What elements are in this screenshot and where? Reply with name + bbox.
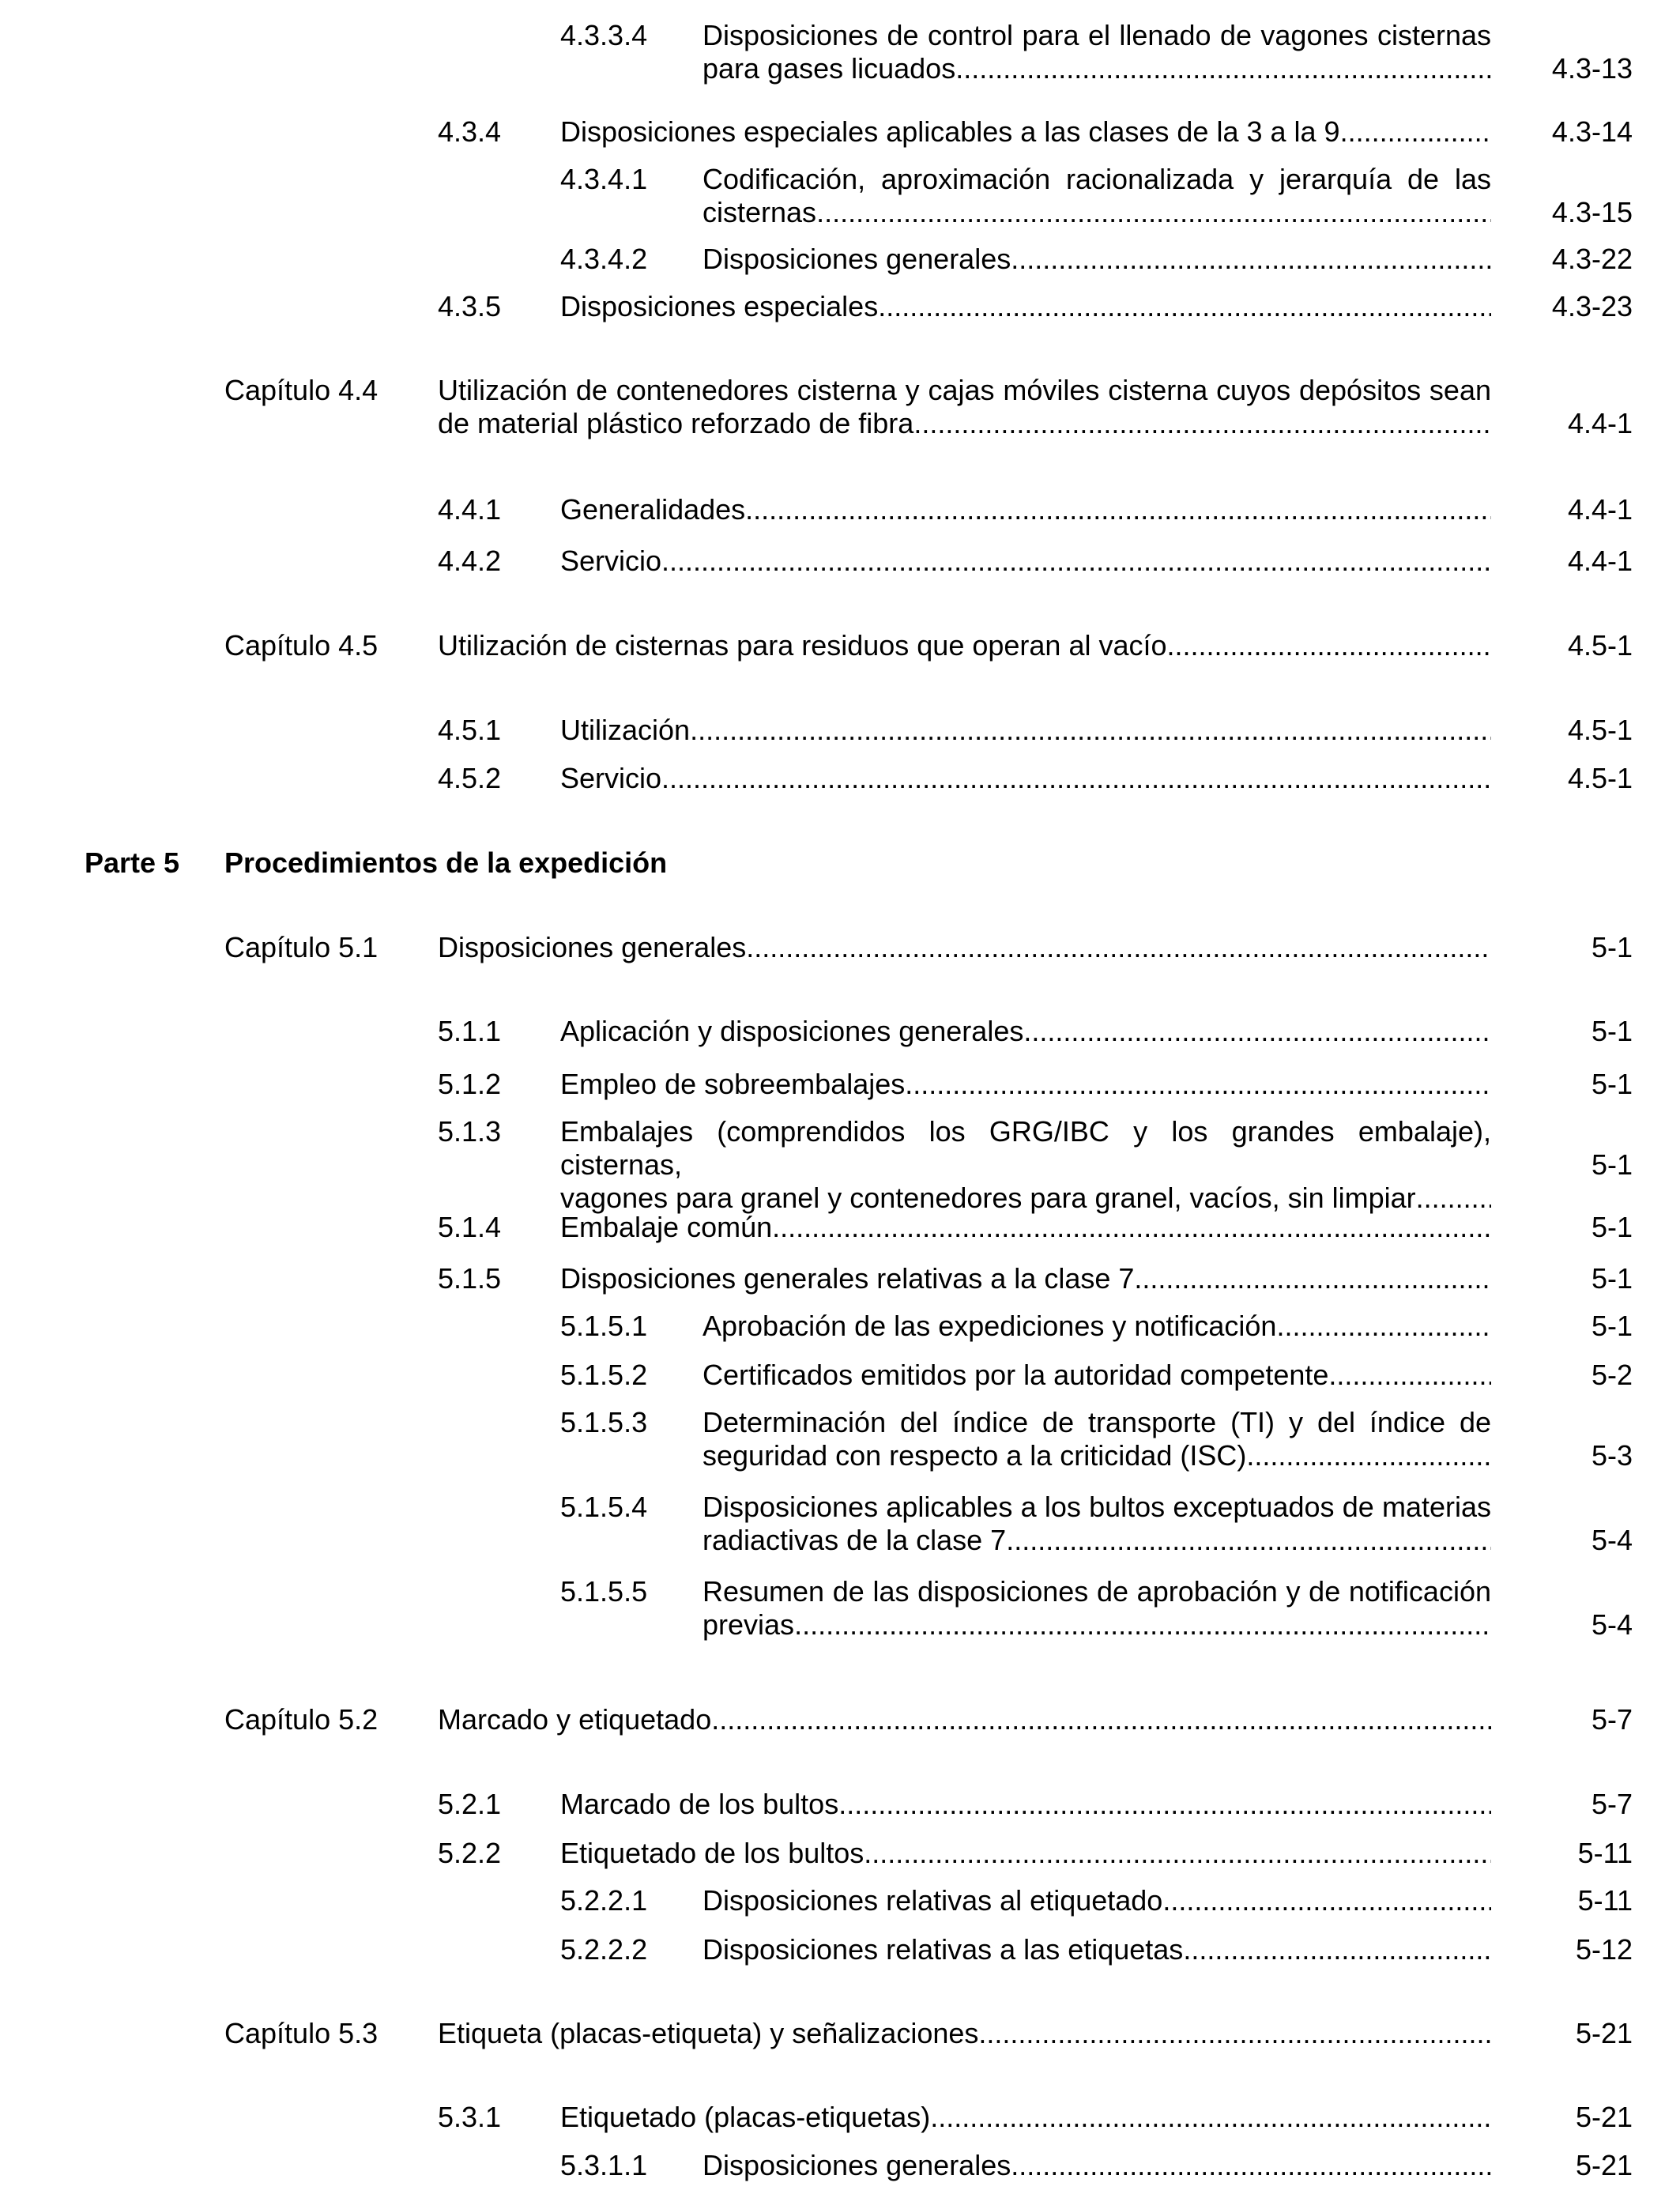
toc-number: 4.5.2 xyxy=(438,762,502,794)
toc-title xyxy=(560,714,1491,747)
toc-title xyxy=(438,931,1491,964)
dot-leader xyxy=(1162,1884,1491,1917)
toc-number: Capítulo 5.2 xyxy=(224,1703,379,1736)
toc-title xyxy=(560,1788,1491,1821)
toc-title-line: Disposiciones especiales aplicables a las clases de la 3 a la 9 xyxy=(560,115,1340,148)
toc-title xyxy=(703,1406,1491,1472)
dot-leader xyxy=(1340,115,1491,149)
toc-title-line: Utilización xyxy=(560,714,691,746)
toc-title-line: Etiquetado (placas-etiquetas) xyxy=(560,2101,931,2133)
toc-number: 4.3.5 xyxy=(438,290,502,322)
toc-page-number: 5-7 xyxy=(1591,1703,1633,1736)
toc-page-number: 4.5-1 xyxy=(1567,714,1633,746)
toc-title-line: Utilización de contenedores cisterna y cajas móviles cisterna cuyos depósitos sean xyxy=(438,374,1491,406)
toc-number: 5.1.5.2 xyxy=(560,1359,648,1391)
toc-title-line: previas xyxy=(703,1608,795,1641)
toc-page-number: 4.5-1 xyxy=(1567,629,1633,662)
dot-leader xyxy=(1011,2149,1491,2182)
toc-number: 5.1.5.4 xyxy=(560,1491,648,1523)
toc-title-line: seguridad con respecto a la criticidad (ISC) xyxy=(703,1439,1247,1472)
toc-page-number: 5-1 xyxy=(1591,1211,1633,1243)
toc-number: 5.2.2.1 xyxy=(560,1884,648,1917)
toc-title xyxy=(560,1262,1491,1295)
toc-number: Capítulo 5.3 xyxy=(224,2017,379,2049)
dot-leader xyxy=(838,1788,1491,1821)
toc-title-line: Aplicación y disposiciones generales xyxy=(560,1015,1024,1047)
dot-leader xyxy=(1011,243,1491,276)
toc-page-number: 5-1 xyxy=(1591,1068,1633,1100)
toc-title xyxy=(560,545,1491,578)
toc-title xyxy=(560,1068,1491,1101)
toc-page-number: 4.4-1 xyxy=(1567,493,1633,526)
toc-title-line: Disposiciones aplicables a los bultos exceptuados de materias xyxy=(703,1491,1491,1523)
toc-page-number: 5-4 xyxy=(1591,1524,1633,1556)
toc-page-number: 4.3-22 xyxy=(1551,243,1633,275)
toc-title-line: Marcado de los bultos xyxy=(560,1788,839,1820)
toc-title xyxy=(703,163,1491,229)
toc-number: 4.4.1 xyxy=(438,493,502,526)
toc-number: 5.2.1 xyxy=(438,1788,502,1820)
toc-page-number: 5-1 xyxy=(1591,931,1633,963)
toc-number: 5.1.4 xyxy=(438,1211,502,1243)
toc-title-line: Disposiciones generales xyxy=(703,243,1011,275)
toc-number: 5.1.5.1 xyxy=(560,1310,648,1342)
toc-number: Capítulo 4.4 xyxy=(224,374,379,406)
toc-title-line: Etiquetado de los bultos xyxy=(560,1837,864,1869)
dot-leader xyxy=(930,2101,1491,2134)
dot-leader xyxy=(745,493,1491,526)
toc-title-line: Empleo de sobreembalajes xyxy=(560,1068,906,1100)
dot-leader xyxy=(711,1703,1491,1736)
toc-title xyxy=(560,290,1491,323)
toc-title-line: de material plástico reforzado de fibra xyxy=(438,407,914,439)
toc-title xyxy=(560,1837,1491,1870)
toc-page-number: 5-11 xyxy=(1577,1837,1633,1869)
toc-title-line: Certificados emitidos por la autoridad competente xyxy=(703,1359,1329,1391)
toc-title-line: Etiqueta (placas-etiqueta) y señalizaciones xyxy=(438,2017,979,2049)
toc-title-line: Embalaje común xyxy=(560,1211,773,1243)
dot-leader xyxy=(690,714,1491,747)
toc-title xyxy=(703,1310,1491,1343)
toc-page-number: 5-11 xyxy=(1577,1884,1633,1917)
toc-number: 5.1.3 xyxy=(438,1115,502,1148)
toc-number: 5.3.1.1 xyxy=(560,2149,648,2181)
toc-page-number: 5-3 xyxy=(1591,1439,1633,1472)
toc-page-number: 5-7 xyxy=(1591,1788,1633,1820)
dot-leader xyxy=(772,1211,1491,1244)
toc-title-line: Disposiciones relativas al etiquetado xyxy=(703,1884,1163,1917)
dot-leader xyxy=(1246,1439,1491,1472)
toc-title xyxy=(703,1491,1491,1557)
dot-leader xyxy=(955,52,1491,85)
toc-title-line: Procedimientos de la expedición xyxy=(224,846,668,879)
toc-title-line: vagones para granel y contenedores para granel, vacíos, sin limpiar xyxy=(560,1182,1416,1214)
toc-title-line: Determinación del índice de transporte (TI) y del índice de xyxy=(703,1406,1491,1438)
toc-title-line: Servicio xyxy=(560,545,662,577)
toc-title-line: cisternas xyxy=(703,196,817,228)
toc-page-number: 5-21 xyxy=(1575,2149,1633,2181)
toc-title xyxy=(438,374,1491,440)
toc-number: 5.1.5.3 xyxy=(560,1406,648,1438)
toc-number: 5.2.2 xyxy=(438,1837,502,1869)
toc-number: 5.3.1 xyxy=(438,2101,502,2133)
dot-leader xyxy=(1276,1310,1491,1343)
toc-title xyxy=(560,1115,1491,1215)
toc-page-number: 5-12 xyxy=(1575,1933,1633,1966)
toc-page-number: 4.3-14 xyxy=(1551,115,1633,148)
dot-leader xyxy=(878,290,1491,323)
toc-page-number: 4.3-13 xyxy=(1551,52,1633,85)
toc-page-number: 4.3-15 xyxy=(1551,196,1633,228)
toc-number: 5.1.2 xyxy=(438,1068,502,1100)
dot-leader xyxy=(1023,1015,1491,1048)
toc-page-number: 5-1 xyxy=(1591,1148,1633,1181)
dot-leader xyxy=(1134,1262,1491,1295)
toc-title xyxy=(560,1211,1491,1244)
toc-page-number: 5-1 xyxy=(1591,1262,1633,1295)
toc-page-number: 4.4-1 xyxy=(1567,545,1633,577)
toc-page-number: 5-21 xyxy=(1575,2101,1633,2133)
toc-title-line: Disposiciones de control para el llenado de vagones cisternas xyxy=(703,19,1491,51)
dot-leader xyxy=(816,196,1491,229)
toc-title xyxy=(703,1359,1491,1392)
toc-page-number: 5-2 xyxy=(1591,1359,1633,1391)
toc-number: 4.5.1 xyxy=(438,714,502,746)
toc-page-number: 4.5-1 xyxy=(1567,762,1633,794)
toc-title-line: Resumen de las disposiciones de aprobación y de notificación xyxy=(703,1575,1491,1608)
toc-number: 5.1.5 xyxy=(438,1262,502,1295)
toc-title-line: Disposiciones especiales xyxy=(560,290,879,322)
toc-title xyxy=(560,2101,1491,2134)
toc-number: 5.1.5.5 xyxy=(560,1575,648,1608)
toc-title-line: Disposiciones relativas a las etiquetas xyxy=(703,1933,1184,1966)
toc-number: 4.3.4 xyxy=(438,115,502,148)
toc-number: 4.3.3.4 xyxy=(560,19,648,51)
toc-title-line: Codificación, aproximación racionalizada y jerarquía de las xyxy=(703,163,1491,195)
toc-title xyxy=(703,243,1491,276)
toc-title xyxy=(703,19,1491,85)
toc-number: Capítulo 4.5 xyxy=(224,629,379,662)
dot-leader xyxy=(1328,1359,1491,1392)
toc-page-number: 5-1 xyxy=(1591,1015,1633,1047)
toc-title-line: Aprobación de las expediciones y notificación xyxy=(703,1310,1277,1342)
dot-leader xyxy=(661,762,1491,795)
toc-title xyxy=(438,629,1491,662)
toc-number: 4.3.4.1 xyxy=(560,163,648,195)
toc-page-number: 5-21 xyxy=(1575,2017,1633,2049)
toc-title xyxy=(438,2017,1491,2050)
toc-title xyxy=(560,1015,1491,1048)
toc-number: Parte 5 xyxy=(85,846,180,879)
dot-leader xyxy=(794,1608,1491,1642)
toc-title xyxy=(703,1884,1491,1917)
dot-leader xyxy=(1183,1933,1491,1966)
toc-title-line: para gases licuados xyxy=(703,52,956,85)
toc-page-number: 4.3-23 xyxy=(1551,290,1633,322)
toc-title xyxy=(560,493,1491,526)
toc-title-line: Disposiciones generales xyxy=(703,2149,1011,2181)
dot-leader xyxy=(864,1837,1491,1870)
dot-leader xyxy=(905,1068,1491,1101)
toc-title xyxy=(224,846,883,880)
toc-number: 4.3.4.2 xyxy=(560,243,648,275)
toc-title xyxy=(703,2149,1491,2182)
toc-title-line: Disposiciones generales relativas a la clase 7 xyxy=(560,1262,1135,1295)
toc-title xyxy=(703,1575,1491,1642)
toc-page-number: 4.4-1 xyxy=(1567,407,1633,439)
toc-title-line: radiactivas de la clase 7 xyxy=(703,1524,1007,1556)
toc-page-number: 5-1 xyxy=(1591,1310,1633,1342)
toc-title-line: Utilización de cisternas para residuos que operan al vacío xyxy=(438,629,1167,662)
toc-title xyxy=(560,115,1491,149)
toc-title-line: Servicio xyxy=(560,762,662,794)
toc-title-line: Marcado y etiquetado xyxy=(438,1703,712,1736)
toc-title-line: Generalidades xyxy=(560,493,746,526)
toc-number: 4.4.2 xyxy=(438,545,502,577)
toc-number: 5.1.1 xyxy=(438,1015,502,1047)
dot-leader xyxy=(661,545,1491,578)
toc-title xyxy=(438,1703,1491,1736)
toc-title-line: Embalajes (comprendidos los GRG/IBC y los grandes embalaje), cisternas, xyxy=(560,1115,1491,1181)
toc-page-number: 5-4 xyxy=(1591,1608,1633,1641)
toc-number: 5.2.2.2 xyxy=(560,1933,648,1966)
toc-title xyxy=(703,1933,1491,1966)
toc-title-line: Disposiciones generales xyxy=(438,931,747,963)
dot-leader xyxy=(1006,1524,1491,1557)
dot-leader xyxy=(746,931,1491,964)
dot-leader xyxy=(978,2017,1491,2050)
dot-leader xyxy=(1416,1182,1491,1215)
toc-title xyxy=(560,762,1491,795)
toc-number: Capítulo 5.1 xyxy=(224,931,379,963)
dot-leader xyxy=(1167,629,1491,662)
dot-leader xyxy=(913,407,1491,440)
